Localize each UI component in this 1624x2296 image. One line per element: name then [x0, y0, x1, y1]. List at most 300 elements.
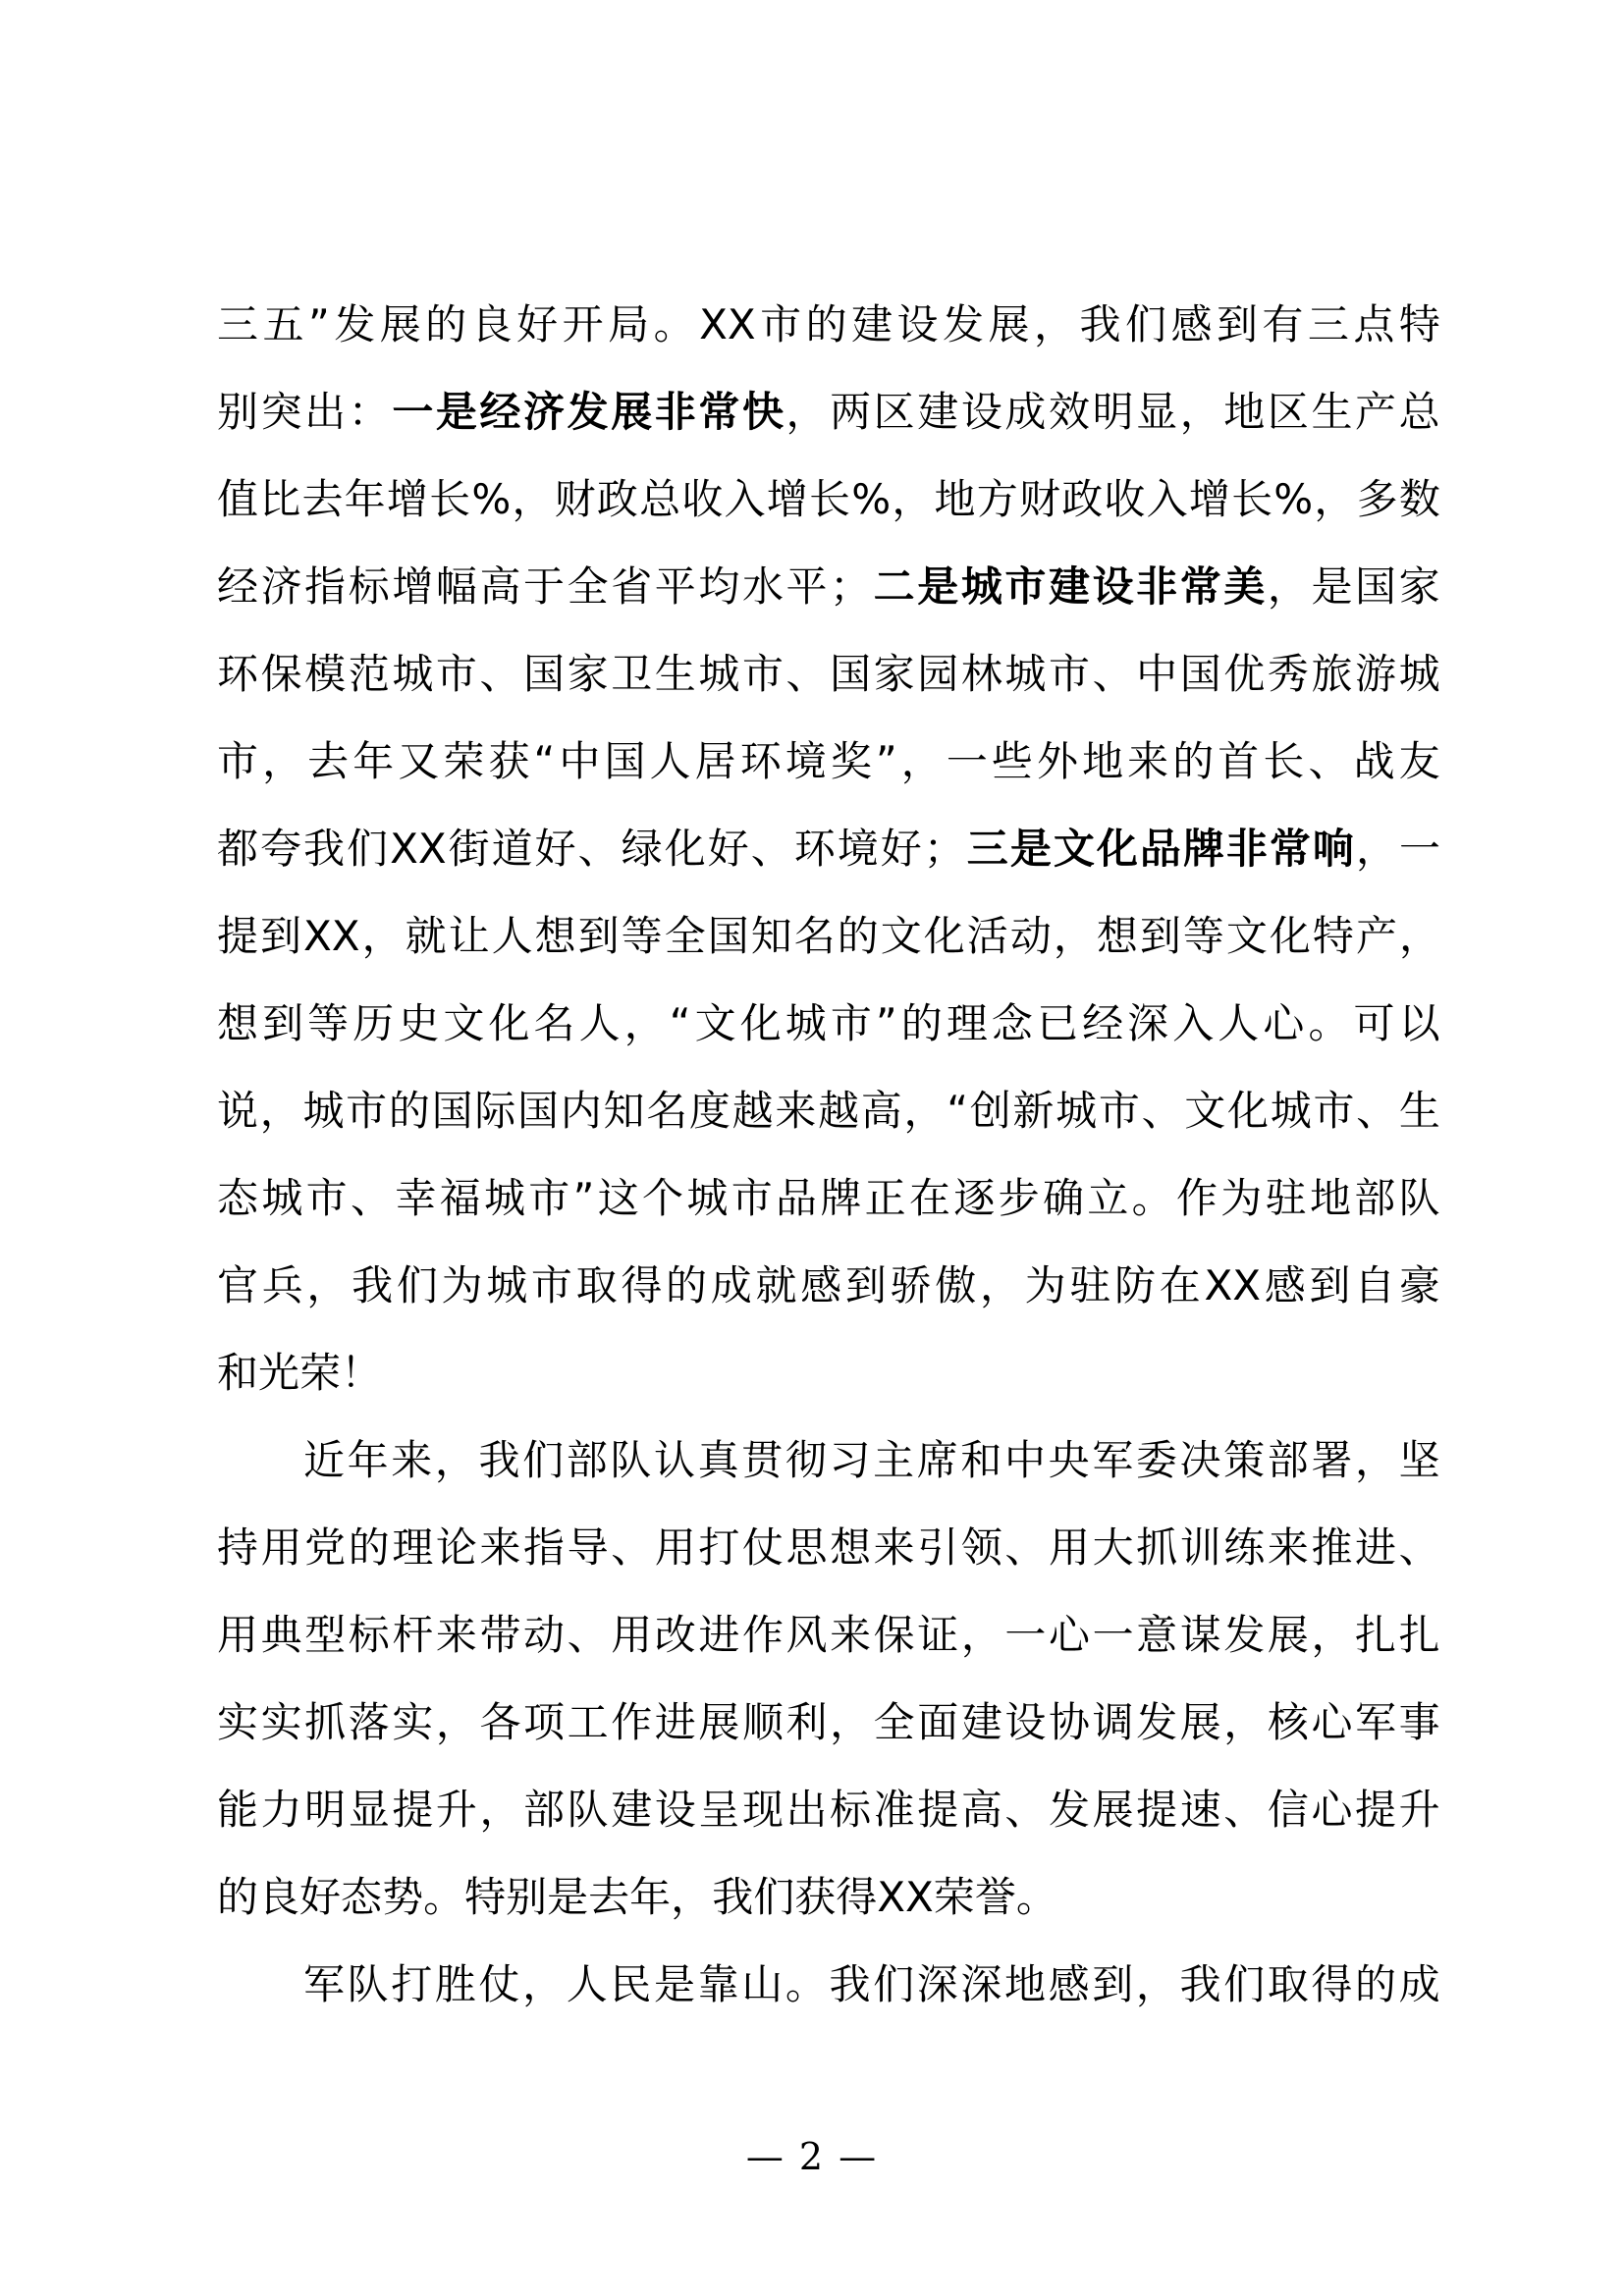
text-run: 好	[516, 300, 559, 348]
text-run: 市	[530, 1261, 572, 1309]
text-run: ，	[900, 737, 943, 785]
text-run: 设	[654, 1786, 696, 1834]
text-run: 们	[396, 1261, 438, 1309]
text-run: 准	[873, 1786, 915, 1834]
text-run: 显	[1136, 388, 1178, 436]
text-line	[217, 543, 1440, 630]
text-run: 提	[917, 1786, 959, 1834]
text-run: 荣	[443, 737, 485, 785]
text-run: 设	[960, 388, 1002, 436]
text-run: 们	[347, 825, 389, 873]
text-run: 于	[523, 562, 566, 611]
text-run: 这	[597, 1174, 639, 1222]
text-run: “	[947, 1087, 968, 1135]
text-run: 外	[1036, 737, 1078, 785]
text-run: 的	[1172, 737, 1215, 785]
bold-text: 牌	[1182, 825, 1224, 873]
text-run: 标	[830, 1786, 872, 1834]
text-run: 得	[621, 1261, 663, 1309]
text-run: 心	[1311, 1786, 1353, 1834]
text-run: 明	[1092, 388, 1134, 436]
text-run: 是	[1311, 562, 1353, 611]
text-run: 友	[1398, 737, 1440, 785]
text-run: 政	[596, 475, 638, 523]
text-run: 到	[1309, 1261, 1351, 1309]
text-run: 收	[681, 475, 724, 523]
text-run: 以	[1398, 999, 1440, 1047]
text-run: 特	[1312, 912, 1354, 960]
text-run: 进	[654, 1698, 696, 1746]
text-line	[217, 892, 1440, 980]
text-run: XX	[877, 1873, 934, 1921]
text-run: 荣	[299, 1349, 342, 1397]
text-run: 是	[547, 1873, 589, 1921]
text-run: 面	[917, 1698, 959, 1746]
text-run: 等	[1182, 912, 1224, 960]
text-run: 动	[1009, 912, 1052, 960]
text-run: 心	[1311, 1698, 1353, 1746]
text-run: 发	[334, 300, 376, 348]
bold-text: 非	[1136, 562, 1178, 611]
text-run: 队	[1398, 1174, 1440, 1222]
text-run: 获	[488, 737, 530, 785]
text-run: 又	[398, 737, 440, 785]
text-run: 市	[1313, 1087, 1355, 1135]
text-run: 彻	[785, 1436, 827, 1484]
text-run: 能	[217, 1786, 259, 1834]
text-run: 建	[851, 300, 893, 348]
text-run: 决	[1179, 1436, 1221, 1484]
text-run: 五	[262, 300, 304, 348]
text-run: 作	[611, 1698, 653, 1746]
text-run: 地	[934, 475, 976, 523]
text-run: 好	[707, 825, 749, 873]
text-run: 比	[259, 475, 301, 523]
text-run: ，	[1311, 1611, 1353, 1659]
text-run: 两	[830, 388, 872, 436]
text-run: 显	[348, 1786, 390, 1834]
text-run: 为	[1024, 1261, 1066, 1309]
bold-text: 三	[966, 825, 1008, 873]
text-run: 立	[1087, 1174, 1129, 1222]
text-run: 名	[646, 1087, 688, 1135]
text-run: 到	[844, 1261, 887, 1309]
text-run: 收	[1104, 475, 1146, 523]
text-run: 高	[860, 1087, 902, 1135]
text-run: 年	[347, 1436, 389, 1484]
text-run: 城	[1004, 650, 1047, 698]
text-run: 等	[621, 912, 663, 960]
text-run: 中	[559, 737, 601, 785]
text-run: 们	[522, 1436, 565, 1484]
text-run: 突	[260, 388, 302, 436]
text-run: 到	[1092, 1960, 1134, 2008]
text-run: 开	[562, 300, 604, 348]
text-run: ”	[572, 1174, 595, 1222]
text-run: XX	[699, 300, 756, 348]
bold-text: 济	[523, 388, 566, 436]
text-run: 人	[1218, 999, 1260, 1047]
text-run: 队	[347, 1960, 389, 2008]
text-run: 我	[478, 1436, 520, 1484]
text-run: 事	[1398, 1698, 1440, 1746]
text-run: 作	[741, 1611, 784, 1659]
text-run: 的	[805, 300, 847, 348]
text-run: 国	[517, 1087, 560, 1135]
text-run: 核	[1267, 1698, 1309, 1746]
text-run: 和	[960, 1436, 1002, 1484]
text-run: 调	[1092, 1698, 1134, 1746]
text-run: 。	[423, 1873, 465, 1921]
text-run: 绿	[621, 825, 663, 873]
text-run: 城	[1270, 1087, 1312, 1135]
text-run: XX	[390, 825, 447, 873]
text-run: 呈	[698, 1786, 740, 1834]
bold-text: 非	[1225, 825, 1268, 873]
text-run: ”	[875, 999, 897, 1047]
text-run: 年	[629, 1873, 672, 1921]
text-run: 城	[483, 1174, 525, 1222]
text-line	[217, 1067, 1440, 1154]
text-run: 提	[217, 912, 259, 960]
text-run: 大	[1092, 1523, 1134, 1572]
text-run: 傲	[935, 1261, 977, 1309]
text-run: 新	[1012, 1087, 1055, 1135]
text-run: 市	[731, 1174, 773, 1222]
bold-text: 品	[1139, 825, 1181, 873]
text-run: 势	[382, 1873, 424, 1921]
text-run: 感	[800, 1261, 842, 1309]
text-run: 入	[1146, 475, 1188, 523]
text-run: 保	[260, 650, 302, 698]
text-run: 城	[261, 1174, 303, 1222]
text-run: 、	[1004, 1523, 1047, 1572]
text-run: 理	[392, 1523, 434, 1572]
text-run: 市	[760, 300, 802, 348]
text-run: ，	[522, 1960, 565, 2008]
text-run: 、	[1092, 650, 1134, 698]
text-run: 部	[566, 1436, 608, 1484]
text-run: 想	[534, 912, 576, 960]
text-run: 正	[864, 1174, 906, 1222]
text-run: 城	[302, 1087, 345, 1135]
text-run: 用	[260, 1523, 302, 1572]
text-run: 落	[348, 1698, 390, 1746]
text-run: 范	[348, 650, 390, 698]
text-run: 誉	[974, 1873, 1016, 1921]
text-run: 去	[588, 1873, 630, 1921]
text-run: 展	[988, 300, 1030, 348]
text-run: 打	[391, 1960, 433, 2008]
text-run: 多	[1356, 475, 1398, 523]
text-run: ”	[875, 737, 897, 785]
text-run: 平	[654, 562, 696, 611]
text-run: 指	[304, 562, 347, 611]
text-run: 三	[1307, 300, 1349, 348]
text-run: 我	[829, 1960, 871, 2008]
text-run: 一	[1398, 825, 1440, 873]
text-run: 到	[262, 999, 304, 1047]
text-run: 官	[217, 1261, 259, 1309]
text-run: 家	[1398, 562, 1440, 611]
text-run: 点	[1353, 300, 1395, 348]
text-run: 、	[1356, 1087, 1398, 1135]
text-line	[217, 1329, 1440, 1416]
text-run: “	[669, 999, 691, 1047]
text-run: 为	[1220, 1174, 1263, 1222]
text-run: 们	[1223, 1960, 1266, 2008]
text-run: 境	[785, 737, 827, 785]
text-run: 、	[577, 825, 620, 873]
text-run: 国	[830, 650, 872, 698]
text-run: 取	[575, 1261, 618, 1309]
text-run: 文	[443, 999, 485, 1047]
text-run: 扎	[1398, 1611, 1440, 1659]
text-run: 优	[1223, 650, 1266, 698]
bold-text: 响	[1312, 825, 1354, 873]
text-run: 地	[1004, 1960, 1047, 2008]
text-run: 思	[785, 1523, 828, 1572]
text-run: 些	[991, 737, 1033, 785]
text-run: ，	[512, 475, 554, 523]
text-line	[217, 368, 1440, 455]
text-run: 我	[1079, 300, 1121, 348]
text-run: ，	[1135, 1960, 1177, 2008]
text-run: 进	[698, 1611, 740, 1659]
text-run: 各	[479, 1698, 521, 1746]
text-run: 升	[1398, 1786, 1440, 1834]
text-run: 认	[654, 1436, 696, 1484]
text-run: 现	[741, 1786, 784, 1834]
text-run: 街	[448, 825, 490, 873]
text-line	[217, 455, 1440, 543]
text-run: 让	[448, 912, 490, 960]
text-run: 成	[1398, 1960, 1440, 2008]
text-run: 市	[305, 1174, 348, 1222]
text-run: 入	[1172, 999, 1215, 1047]
text-run: ，	[306, 1261, 349, 1309]
text-run: 到	[577, 912, 620, 960]
text-run: 良	[258, 1873, 300, 1921]
text-run: 心	[1048, 1611, 1090, 1659]
text-line	[217, 1242, 1440, 1329]
text-run: 一	[1004, 1611, 1047, 1659]
text-run: 幅	[435, 562, 477, 611]
text-run: 贯	[741, 1436, 784, 1484]
text-run: ，	[1223, 1698, 1266, 1746]
text-run: 、	[611, 1523, 653, 1572]
text-run: 力	[260, 1786, 302, 1834]
text-run: 实	[217, 1698, 259, 1746]
text-run: 来	[479, 1523, 521, 1572]
text-run: ，	[903, 1087, 946, 1135]
text-run: 市	[1098, 1087, 1140, 1135]
text-run: ，	[434, 1436, 476, 1484]
text-run: 、	[1223, 1786, 1266, 1834]
text-line	[217, 1154, 1440, 1242]
text-run: 打	[698, 1523, 740, 1572]
text-run: 升	[435, 1786, 477, 1834]
text-run: 的	[1355, 1960, 1397, 2008]
text-run: 展	[1267, 1611, 1309, 1659]
bold-text: 市	[1004, 562, 1047, 611]
text-run: 全	[873, 1698, 915, 1746]
text-run: 内	[560, 1087, 602, 1135]
text-run: 利	[785, 1698, 828, 1746]
bold-text: 二	[873, 562, 915, 611]
text-run: 生	[654, 650, 696, 698]
text-run: 、	[567, 1611, 609, 1659]
text-run: 市	[346, 1087, 388, 1135]
text-run: 标	[348, 1611, 390, 1659]
text-run: 设	[1004, 1698, 1047, 1746]
text-run: 全	[567, 562, 609, 611]
text-run: 总	[1398, 388, 1440, 436]
text-run: 杆	[392, 1611, 434, 1659]
text-run: ；	[830, 562, 872, 611]
text-run: 抓	[1136, 1523, 1178, 1572]
text-run: 旅	[1311, 650, 1353, 698]
text-run: 的	[348, 1523, 390, 1572]
text-run: 仗	[478, 1960, 520, 2008]
text-run: 发	[943, 300, 985, 348]
text-run: 高	[479, 562, 521, 611]
text-run: 来	[775, 1087, 817, 1135]
text-run: 中	[1136, 650, 1178, 698]
text-run: “	[533, 737, 556, 785]
text-run: 生	[1398, 1087, 1440, 1135]
bold-text: 美	[1223, 562, 1266, 611]
text-run: 席	[916, 1436, 958, 1484]
text-run: 来	[1127, 737, 1169, 785]
text-run: 、	[1398, 1523, 1440, 1572]
text-run: %	[851, 475, 892, 523]
text-run: 队	[610, 1436, 652, 1484]
text-run: 逐	[953, 1174, 996, 1222]
text-run: 名	[793, 912, 836, 960]
text-run: 居	[694, 737, 736, 785]
text-run: 产	[1355, 388, 1397, 436]
text-run: 导	[567, 1523, 609, 1572]
text-run: 园	[917, 650, 959, 698]
text-run: 抓	[304, 1698, 347, 1746]
text-line	[217, 1766, 1440, 1853]
text-run: 进	[1355, 1523, 1397, 1572]
text-run: 国	[431, 1087, 473, 1135]
text-run: 已	[1036, 999, 1078, 1047]
text-run: 化	[1269, 912, 1311, 960]
text-run: ：	[348, 388, 390, 436]
text-run: 政	[1061, 475, 1104, 523]
text-run: 就	[405, 912, 447, 960]
text-run: 展	[1179, 1698, 1221, 1746]
text-run: 良	[470, 300, 513, 348]
text-run: 靠	[697, 1960, 739, 2008]
text-run: 提	[1355, 1786, 1397, 1834]
text-run: 到	[1216, 300, 1258, 348]
text-run: 化	[1227, 1087, 1270, 1135]
text-run: 人	[566, 1960, 608, 2008]
text-run: 别	[506, 1873, 548, 1921]
text-run: 们	[753, 1873, 795, 1921]
text-run: ；	[923, 825, 965, 873]
text-run: 好	[299, 1873, 342, 1921]
text-run: 文	[1184, 1087, 1226, 1135]
text-run: 真	[697, 1436, 739, 1484]
text-run: 近	[303, 1436, 346, 1484]
bold-text: 文	[1053, 825, 1095, 873]
text-run: 用	[1048, 1523, 1090, 1572]
text-run: 得	[1311, 1960, 1353, 2008]
text-run: 协	[1048, 1698, 1090, 1746]
text-run: 名	[533, 999, 575, 1047]
text-run: 想	[1096, 912, 1138, 960]
text-run: 一	[1092, 1611, 1134, 1659]
text-run: 秀	[1267, 650, 1309, 698]
text-run: ，	[785, 388, 828, 436]
text-run: 项	[523, 1698, 566, 1746]
text-run: 国	[604, 737, 646, 785]
text-run: 国	[523, 650, 566, 698]
text-run: 心	[1263, 999, 1305, 1047]
text-run: 央	[1048, 1436, 1090, 1484]
text-run: 步	[998, 1174, 1040, 1222]
text-run: 委	[1135, 1436, 1177, 1484]
text-run: 用	[611, 1611, 653, 1659]
bold-text: 城	[960, 562, 1002, 611]
text-line	[217, 1416, 1440, 1504]
text-run: 光	[258, 1349, 300, 1397]
text-run: 环	[793, 825, 836, 873]
text-run: 知	[750, 912, 792, 960]
text-run: 训	[1179, 1523, 1221, 1572]
text-run: 军	[1092, 1436, 1134, 1484]
text-run: 国	[1355, 562, 1397, 611]
text-run: 境	[837, 825, 879, 873]
text-run: 得	[836, 1873, 878, 1921]
text-run: 模	[304, 650, 347, 698]
text-run: 山	[741, 1960, 784, 2008]
text-run: 扎	[1355, 1611, 1397, 1659]
text-run: ”	[307, 300, 330, 348]
text-run: 在	[1159, 1261, 1201, 1309]
page-number: — 2 —	[745, 2135, 879, 2178]
bold-text: 设	[1092, 562, 1134, 611]
text-run: 理	[946, 999, 988, 1047]
text-run: 驻	[1265, 1174, 1307, 1222]
text-run: 民	[610, 1960, 652, 2008]
text-run: 的	[425, 300, 467, 348]
bold-text: 化	[1096, 825, 1138, 873]
text-run: ，	[671, 1873, 713, 1921]
text-run: 、	[350, 1174, 392, 1222]
text-run: 深	[916, 1960, 958, 2008]
text-run: 们	[1124, 300, 1166, 348]
text-run: 的	[666, 1261, 708, 1309]
text-run: 城	[486, 1261, 528, 1309]
text-run: 领	[960, 1523, 1002, 1572]
text-run: ，	[892, 475, 934, 523]
text-run: ，	[1314, 475, 1356, 523]
text-run: 指	[523, 1523, 566, 1572]
text-line	[217, 718, 1440, 805]
text-run: 化	[488, 999, 530, 1047]
text-run: 年	[352, 737, 395, 785]
text-run: 入	[724, 475, 766, 523]
text-run: 主	[873, 1436, 915, 1484]
text-run: 想	[830, 1523, 872, 1572]
text-run: 仗	[741, 1523, 784, 1572]
